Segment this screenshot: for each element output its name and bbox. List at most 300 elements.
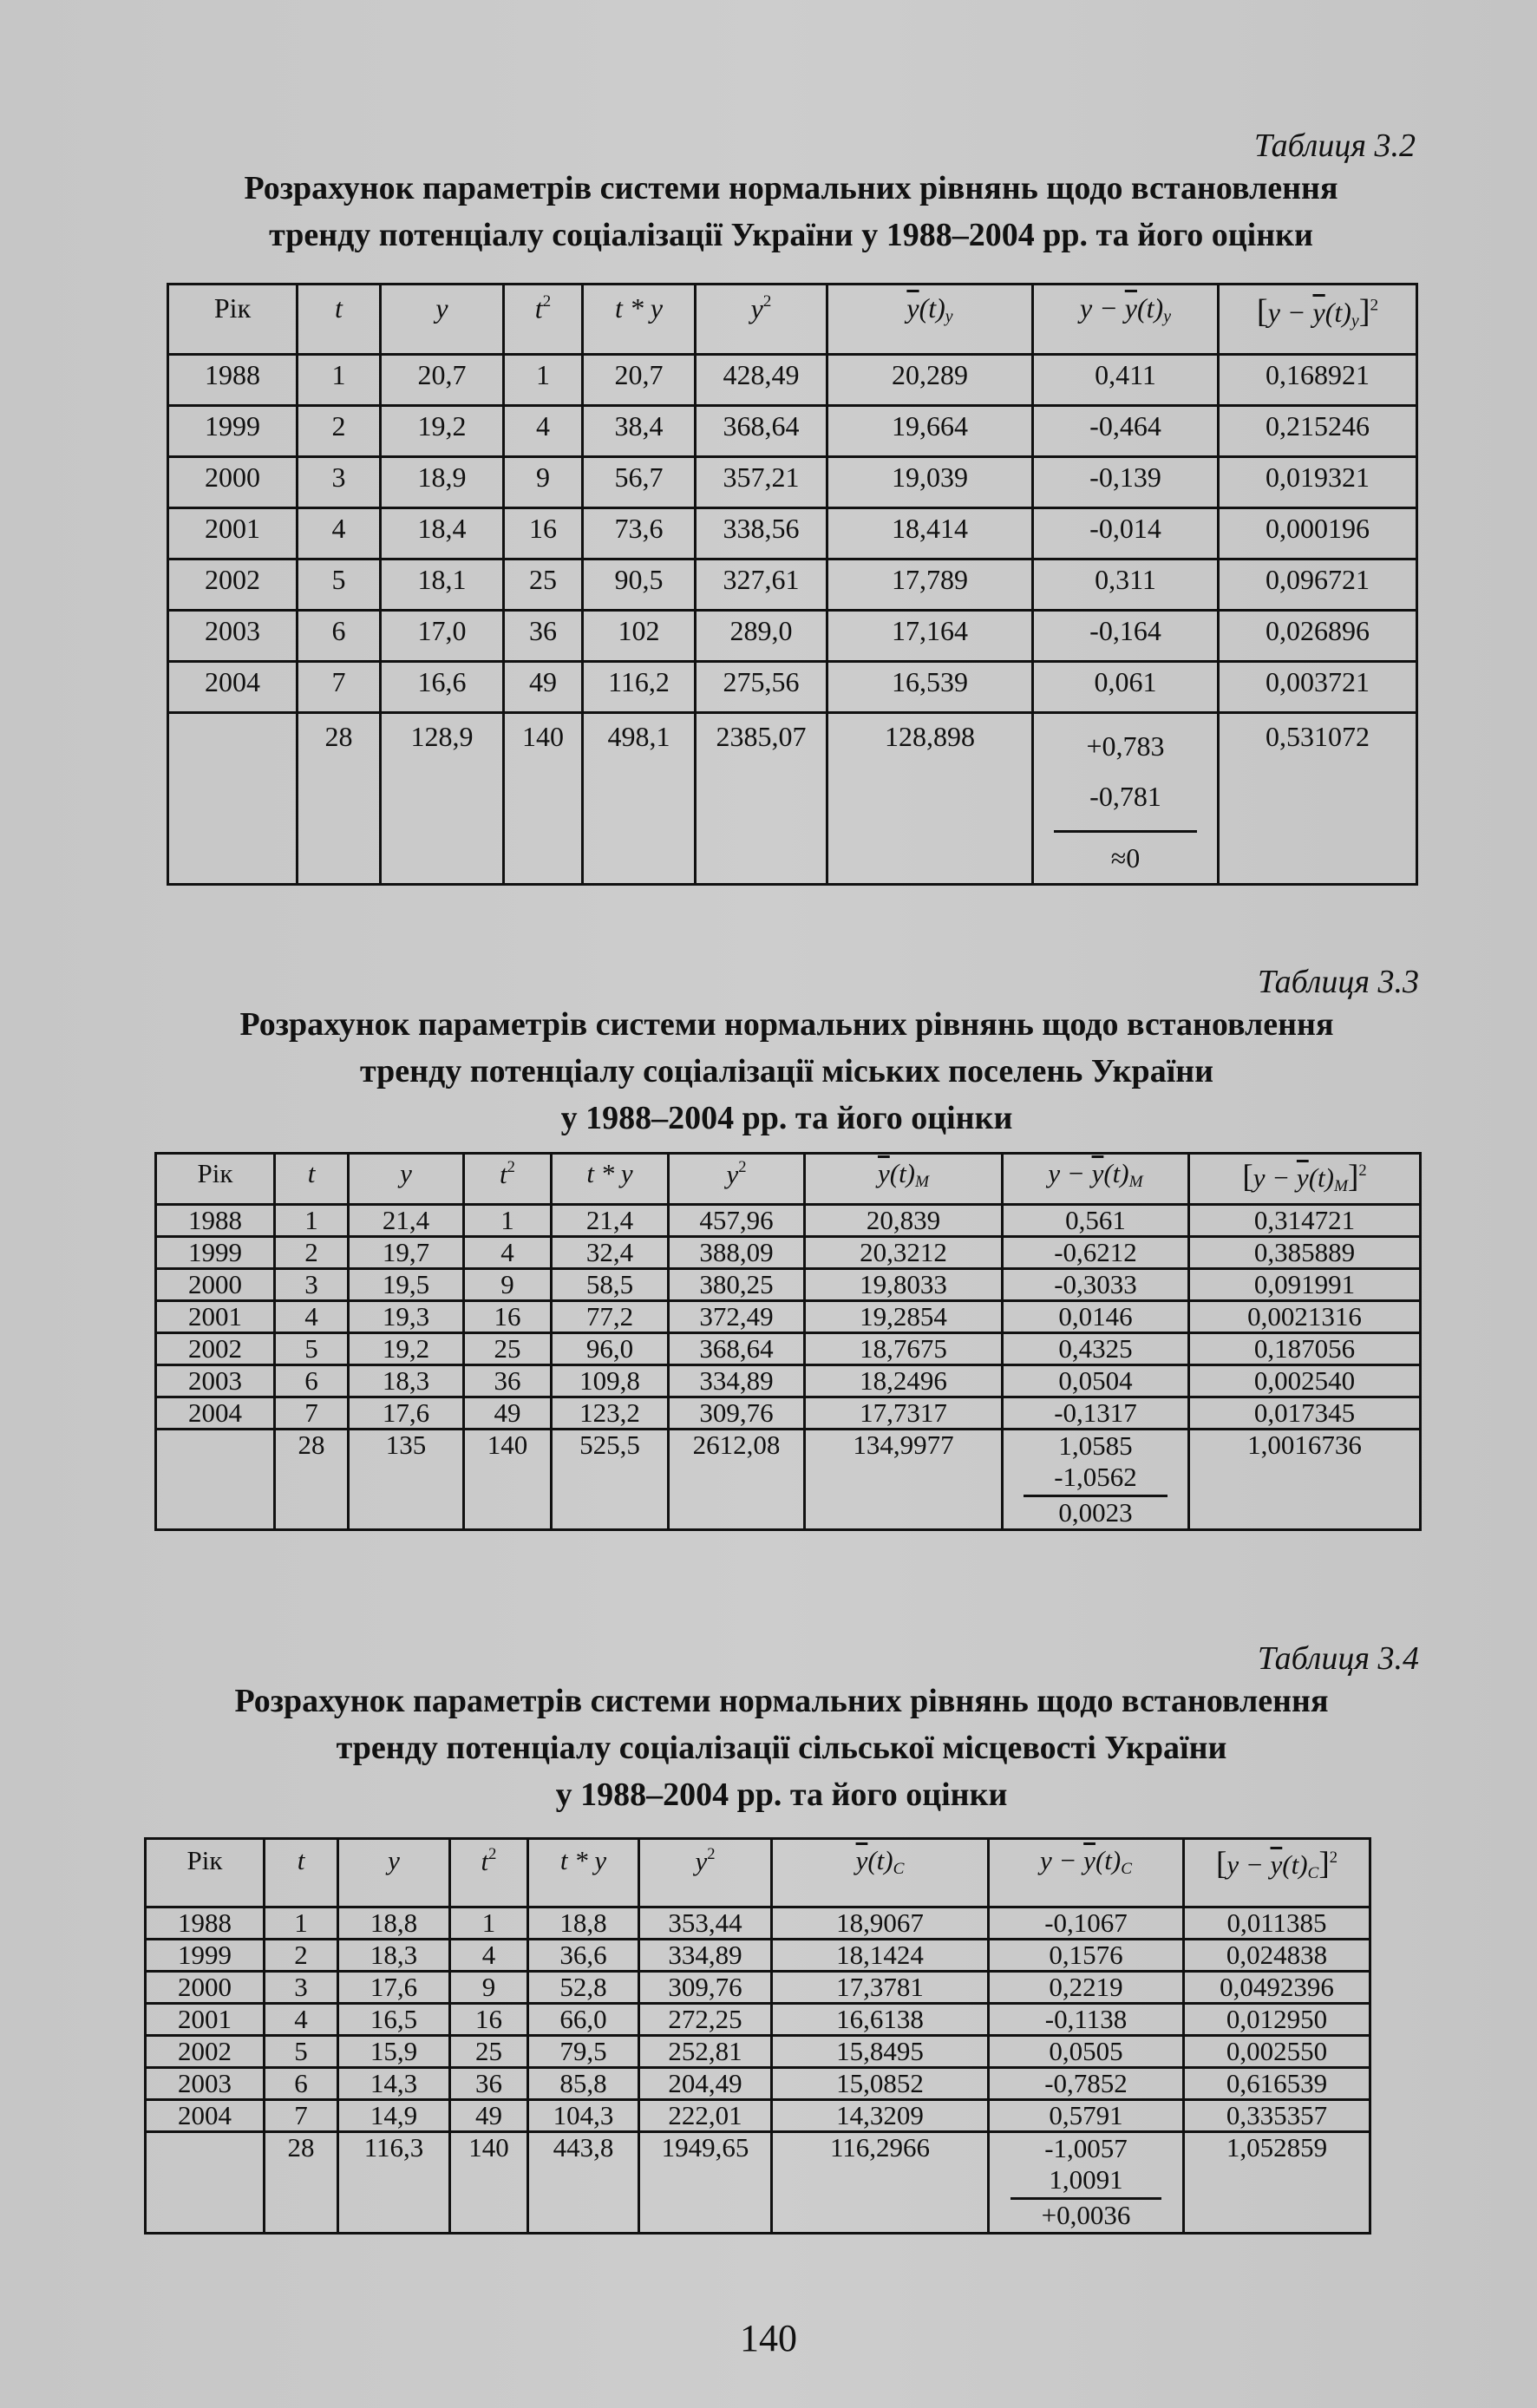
- title-line: Розрахунок параметрів системи нормальних рівнянь щодо встановлення: [234, 1683, 1329, 1719]
- cell-y: 18,8: [338, 1907, 450, 1940]
- title-line: у 1988–2004 рр. та його оцінки: [560, 1100, 1013, 1136]
- cell-sq: 0,0492396: [1184, 1972, 1370, 2004]
- cell-ty: 85,8: [528, 2068, 639, 2100]
- cell-y2: 428,49: [696, 355, 827, 406]
- total-row: [146, 2132, 1370, 2234]
- total-cell-sq: 1,052859: [1184, 2132, 1370, 2234]
- cell-yhat: 14,3209: [772, 2100, 989, 2132]
- cell-sq: 0,314721: [1189, 1205, 1421, 1237]
- table-row: [168, 559, 1417, 611]
- cell-ty: 116,2: [583, 662, 696, 713]
- total-cell-ty: 443,8: [528, 2132, 639, 2234]
- cell-diff: 0,4325: [1003, 1333, 1189, 1365]
- title-line: тренду потенціалу соціалізації сільської місцевості України: [336, 1730, 1227, 1766]
- cell-y: 16,6: [381, 662, 504, 713]
- positive-sum: 1,0585: [1058, 1430, 1133, 1461]
- cell-sq: 0,168921: [1219, 355, 1417, 406]
- cell-y: 19,2: [349, 1333, 464, 1365]
- close-bracket: ]: [1318, 1846, 1330, 1881]
- deviation-sum-stack: [1004, 1430, 1187, 1528]
- table-row: [156, 1397, 1421, 1430]
- cell-y2: 327,61: [696, 559, 827, 611]
- table-row: [156, 1365, 1421, 1397]
- table-3-3: [154, 1152, 1422, 1531]
- col-header-y-squared: [669, 1154, 805, 1205]
- total-cell-t: 28: [265, 2132, 338, 2234]
- cell-year: 1999: [168, 406, 298, 457]
- total-cell-yhat: 134,9977: [805, 1430, 1003, 1530]
- cell-y2: 457,96: [669, 1205, 805, 1237]
- table-3-4-heading: [144, 1639, 1419, 1818]
- y-bar-symbol: $\overline{y}$: [1270, 1849, 1283, 1880]
- cell-year: 2004: [168, 662, 298, 713]
- table-row: [156, 1269, 1421, 1301]
- cell-sq: 0,091991: [1189, 1269, 1421, 1301]
- cell-yhat: 17,3781: [772, 1972, 989, 2004]
- cell-t: 1: [275, 1205, 349, 1237]
- cell-y2: 338,56: [696, 508, 827, 559]
- col-header-squared-deviation: [1189, 1154, 1421, 1205]
- t-symbol: t: [534, 292, 543, 324]
- cell-t: 4: [275, 1301, 349, 1333]
- cell-sq: 0,215246: [1219, 406, 1417, 457]
- cell-diff: 0,311: [1033, 559, 1219, 611]
- y-minus: y −: [1039, 1845, 1084, 1875]
- cell-t: 6: [265, 2068, 338, 2100]
- cell-year: 2001: [146, 2004, 265, 2036]
- cell-y: 17,0: [381, 611, 504, 662]
- cell-t: 3: [298, 457, 381, 508]
- cell-diff: -0,1138: [989, 2004, 1184, 2036]
- table-number: Таблиця 3.3: [1257, 964, 1419, 1000]
- cell-y2: 309,76: [639, 1972, 772, 2004]
- open-bracket: [: [1242, 1159, 1253, 1194]
- cell-year: 1999: [156, 1237, 275, 1269]
- col-header-trend-value: [827, 285, 1033, 355]
- table-3-2: [167, 283, 1418, 886]
- cell-t2: 49: [504, 662, 583, 713]
- cell-year: 2000: [156, 1269, 275, 1301]
- cell-yhat: 16,539: [827, 662, 1033, 713]
- title-line: тренду потенціалу соціалізації міських поселень України: [359, 1053, 1214, 1089]
- cell-diff: -0,014: [1033, 508, 1219, 559]
- net-sum: 0,0023: [1058, 1497, 1133, 1528]
- cell-ty: 79,5: [528, 2036, 639, 2068]
- cell-y: 16,5: [338, 2004, 450, 2036]
- col-header-y-squared: [696, 285, 827, 355]
- table-row: [146, 1907, 1370, 1940]
- cell-ty: 77,2: [552, 1301, 669, 1333]
- y-symbol: y: [750, 292, 763, 324]
- col-header-trend-value: [772, 1839, 989, 1907]
- cell-t2: 4: [464, 1237, 552, 1269]
- exponent: 2: [507, 1158, 515, 1176]
- y-minus: y −: [1048, 1158, 1092, 1188]
- cell-sq: 0,335357: [1184, 2100, 1370, 2132]
- cell-t2: 36: [504, 611, 583, 662]
- cell-diff: -0,1067: [989, 1907, 1184, 1940]
- t-arg: (t): [1324, 297, 1351, 328]
- cell-diff: -0,6212: [1003, 1237, 1189, 1269]
- table-row: [146, 2100, 1370, 2132]
- table-3-4: [144, 1837, 1371, 2235]
- t-arg: (t): [1095, 1845, 1122, 1875]
- cell-year: 1988: [168, 355, 298, 406]
- y-bar-symbol: $\overline{y}$: [906, 292, 919, 324]
- total-cell-yhat: 116,2966: [772, 2132, 989, 2234]
- total-cell-t2: 140: [450, 2132, 528, 2234]
- cell-diff: 0,5791: [989, 2100, 1184, 2132]
- cell-t2: 9: [450, 1972, 528, 2004]
- total-row: [156, 1430, 1421, 1530]
- exponent: 2: [1329, 1848, 1338, 1867]
- cell-y: 19,5: [349, 1269, 464, 1301]
- cell-t2: 25: [464, 1333, 552, 1365]
- col-header-year: Рік: [146, 1839, 265, 1907]
- exponent: 2: [1358, 1161, 1367, 1180]
- cell-t2: 16: [464, 1301, 552, 1333]
- cell-year: 1988: [156, 1205, 275, 1237]
- cell-yhat: 19,664: [827, 406, 1033, 457]
- col-header-year: Рік: [156, 1154, 275, 1205]
- cell-y2: 272,25: [639, 2004, 772, 2036]
- t-symbol: t: [481, 1846, 489, 1877]
- cell-yhat: 20,289: [827, 355, 1033, 406]
- cell-diff: 0,0505: [989, 2036, 1184, 2068]
- cell-sq: 0,019321: [1219, 457, 1417, 508]
- cell-t2: 49: [464, 1397, 552, 1430]
- cell-yhat: 20,839: [805, 1205, 1003, 1237]
- total-cell-t2: 140: [504, 713, 583, 885]
- total-cell-y2: 2612,08: [669, 1430, 805, 1530]
- cell-sq: 0,011385: [1184, 1907, 1370, 1940]
- cell-y2: 252,81: [639, 2036, 772, 2068]
- cell-yhat: 15,8495: [772, 2036, 989, 2068]
- cell-yhat: 19,2854: [805, 1301, 1003, 1333]
- cell-y2: 388,09: [669, 1237, 805, 1269]
- table-row: [168, 406, 1417, 457]
- cell-sq: 0,017345: [1189, 1397, 1421, 1430]
- exponent: 2: [707, 1845, 716, 1863]
- cell-year: 2003: [146, 2068, 265, 2100]
- exponent: 2: [762, 292, 772, 311]
- cell-t2: 4: [504, 406, 583, 457]
- cell-t: 1: [265, 1907, 338, 1940]
- cell-diff: -0,139: [1033, 457, 1219, 508]
- y-bar-symbol: $\overline{y}$: [1091, 1158, 1104, 1188]
- col-header-t: t: [275, 1154, 349, 1205]
- total-cell-t: 28: [275, 1430, 349, 1530]
- cell-t2: 25: [450, 2036, 528, 2068]
- subscript: M: [915, 1172, 930, 1191]
- cell-yhat: 18,2496: [805, 1365, 1003, 1397]
- table-row: [156, 1333, 1421, 1365]
- cell-t2: 1: [504, 355, 583, 406]
- cell-y: 18,3: [338, 1940, 450, 1972]
- cell-y: 15,9: [338, 2036, 450, 2068]
- cell-ty: 56,7: [583, 457, 696, 508]
- cell-sq: 0,000196: [1219, 508, 1417, 559]
- cell-sq: 0,002540: [1189, 1365, 1421, 1397]
- col-header-y: y: [381, 285, 504, 355]
- cell-y2: 222,01: [639, 2100, 772, 2132]
- cell-diff: 0,0504: [1003, 1365, 1189, 1397]
- exponent: 2: [488, 1845, 497, 1863]
- cell-y2: 380,25: [669, 1269, 805, 1301]
- col-header-y: y: [349, 1154, 464, 1205]
- cell-t: 4: [265, 2004, 338, 2036]
- open-bracket: [: [1215, 1846, 1227, 1881]
- cell-diff: 0,561: [1003, 1205, 1189, 1237]
- y-minus: y −: [1267, 297, 1313, 328]
- cell-year: 2002: [156, 1333, 275, 1365]
- table-row: [168, 508, 1417, 559]
- cell-y: 18,9: [381, 457, 504, 508]
- cell-t2: 16: [450, 2004, 528, 2036]
- col-header-deviation: [989, 1839, 1184, 1907]
- exponent: 2: [738, 1158, 747, 1176]
- y-minus: y −: [1079, 292, 1125, 324]
- total-cell-t2: 140: [464, 1430, 552, 1530]
- table-row: [168, 611, 1417, 662]
- exponent: 2: [1370, 296, 1379, 315]
- exponent: 2: [542, 292, 552, 311]
- y-minus: y −: [1252, 1162, 1297, 1193]
- cell-diff: -0,7852: [989, 2068, 1184, 2100]
- cell-sq: 0,002550: [1184, 2036, 1370, 2068]
- cell-t: 6: [298, 611, 381, 662]
- subscript: C: [1121, 1859, 1133, 1878]
- cell-t2: 25: [504, 559, 583, 611]
- cell-y2: 353,44: [639, 1907, 772, 1940]
- col-header-t: t: [298, 285, 381, 355]
- table-title: [154, 1001, 1419, 1142]
- total-row: [168, 713, 1417, 885]
- cell-y2: 289,0: [696, 611, 827, 662]
- cell-sq: 0,385889: [1189, 1237, 1421, 1269]
- t-arg: (t): [889, 1158, 916, 1188]
- cell-yhat: 17,7317: [805, 1397, 1003, 1430]
- cell-yhat: 18,9067: [772, 1907, 989, 1940]
- table-row: [146, 1940, 1370, 1972]
- cell-sq: 0,024838: [1184, 1940, 1370, 1972]
- subscript: y: [1163, 306, 1171, 326]
- positive-sum: +0,783: [1086, 730, 1165, 762]
- cell-y2: 372,49: [669, 1301, 805, 1333]
- cell-ty: 73,6: [583, 508, 696, 559]
- header-row: [156, 1154, 1421, 1205]
- cell-year: 2002: [168, 559, 298, 611]
- total-cell-ty: 498,1: [583, 713, 696, 885]
- cell-sq: 0,0021316: [1189, 1301, 1421, 1333]
- col-header-squared-deviation: [1219, 285, 1417, 355]
- cell-y: 14,3: [338, 2068, 450, 2100]
- cell-sq: 0,012950: [1184, 2004, 1370, 2036]
- cell-diff: 0,1576: [989, 1940, 1184, 1972]
- cell-y2: 275,56: [696, 662, 827, 713]
- cell-ty: 90,5: [583, 559, 696, 611]
- total-cell-ty: 525,5: [552, 1430, 669, 1530]
- cell-t2: 4: [450, 1940, 528, 1972]
- title-line: у 1988–2004 рр. та його оцінки: [555, 1777, 1008, 1813]
- cell-t: 6: [275, 1365, 349, 1397]
- table-row: [146, 2068, 1370, 2100]
- table-row: [146, 2004, 1370, 2036]
- cell-t2: 9: [464, 1269, 552, 1301]
- cell-y2: 334,89: [669, 1365, 805, 1397]
- cell-y: 19,2: [381, 406, 504, 457]
- subscript: C: [893, 1859, 905, 1878]
- cell-t2: 1: [450, 1907, 528, 1940]
- cell-ty: 36,6: [528, 1940, 639, 1972]
- cell-y: 18,1: [381, 559, 504, 611]
- total-cell-y: 128,9: [381, 713, 504, 885]
- cell-t2: 49: [450, 2100, 528, 2132]
- y-symbol: y: [726, 1159, 739, 1190]
- table-number: Таблиця 3.2: [1253, 128, 1416, 164]
- table-number: Таблиця 3.4: [1257, 1640, 1419, 1677]
- cell-y2: 334,89: [639, 1940, 772, 1972]
- cell-ty: 104,3: [528, 2100, 639, 2132]
- cell-yhat: 19,8033: [805, 1269, 1003, 1301]
- cell-ty: 38,4: [583, 406, 696, 457]
- cell-y2: 368,64: [669, 1333, 805, 1365]
- cell-t2: 16: [504, 508, 583, 559]
- subscript: C: [1307, 1863, 1319, 1882]
- table-row: [156, 1205, 1421, 1237]
- cell-sq: 0,616539: [1184, 2068, 1370, 2100]
- table-row: [156, 1301, 1421, 1333]
- col-header-t: t: [265, 1839, 338, 1907]
- total-cell-t: 28: [298, 713, 381, 885]
- cell-ty: 66,0: [528, 2004, 639, 2036]
- t-arg: (t): [1282, 1849, 1308, 1880]
- table-row: [156, 1237, 1421, 1269]
- close-bracket: ]: [1347, 1159, 1359, 1194]
- cell-ty: 123,2: [552, 1397, 669, 1430]
- col-header-t-squared: [504, 285, 583, 355]
- cell-year: 2001: [156, 1301, 275, 1333]
- table-title: [144, 1678, 1419, 1818]
- cell-y: 17,6: [338, 1972, 450, 2004]
- t-arg: (t): [919, 292, 945, 324]
- header-row: [146, 1839, 1370, 1907]
- cell-year: 2003: [156, 1365, 275, 1397]
- cell-y: 18,3: [349, 1365, 464, 1397]
- total-cell-diff: [1003, 1430, 1189, 1530]
- cell-yhat: 18,7675: [805, 1333, 1003, 1365]
- cell-year: 2001: [168, 508, 298, 559]
- col-header-squared-deviation: [1184, 1839, 1370, 1907]
- cell-year: 2000: [146, 1972, 265, 2004]
- close-bracket: ]: [1358, 293, 1370, 330]
- table-row: [146, 2036, 1370, 2068]
- table-row: [168, 457, 1417, 508]
- cell-ty: 18,8: [528, 1907, 639, 1940]
- cell-year: 2003: [168, 611, 298, 662]
- subscript: M: [1128, 1172, 1143, 1191]
- col-header-t-times-y: t * y: [552, 1154, 669, 1205]
- cell-year: 2004: [146, 2100, 265, 2132]
- y-bar-symbol: $\overline{y}$: [1296, 1162, 1309, 1193]
- col-header-t-times-y: t * y: [528, 1839, 639, 1907]
- cell-t: 3: [275, 1269, 349, 1301]
- y-bar-symbol: $\overline{y}$: [1083, 1845, 1096, 1875]
- y-symbol: y: [695, 1846, 708, 1877]
- cell-yhat: 18,1424: [772, 1940, 989, 1972]
- cell-y: 20,7: [381, 355, 504, 406]
- subscript: y: [1351, 311, 1359, 330]
- open-bracket: [: [1256, 293, 1268, 330]
- cell-t: 1: [298, 355, 381, 406]
- cell-t2: 9: [504, 457, 583, 508]
- cell-diff: -0,464: [1033, 406, 1219, 457]
- y-bar-symbol: $\overline{y}$: [855, 1845, 868, 1875]
- cell-ty: 58,5: [552, 1269, 669, 1301]
- cell-year: 2004: [156, 1397, 275, 1430]
- cell-y: 19,7: [349, 1237, 464, 1269]
- cell-year: 2000: [168, 457, 298, 508]
- subscript: y: [945, 306, 953, 326]
- total-cell-yhat: 128,898: [827, 713, 1033, 885]
- cell-yhat: 15,0852: [772, 2068, 989, 2100]
- cell-t2: 36: [450, 2068, 528, 2100]
- cell-ty: 102: [583, 611, 696, 662]
- col-header-deviation: [1003, 1154, 1189, 1205]
- table-row: [146, 1972, 1370, 2004]
- title-line: Розрахунок параметрів системи нормальних рівнянь щодо встановлення: [239, 1006, 1334, 1043]
- total-cell-year: [156, 1430, 275, 1530]
- cell-diff: 0,2219: [989, 1972, 1184, 2004]
- cell-y: 19,3: [349, 1301, 464, 1333]
- cell-diff: 0,0146: [1003, 1301, 1189, 1333]
- cell-t: 5: [265, 2036, 338, 2068]
- col-header-t-squared: [464, 1154, 552, 1205]
- negative-sum: -0,781: [1089, 781, 1161, 812]
- cell-yhat: 16,6138: [772, 2004, 989, 2036]
- cell-year: 2002: [146, 2036, 265, 2068]
- negative-sum: -1,0562: [1054, 1462, 1137, 1492]
- col-header-y: y: [338, 1839, 450, 1907]
- table-row: [168, 662, 1417, 713]
- cell-y2: 204,49: [639, 2068, 772, 2100]
- total-cell-diff: [989, 2132, 1184, 2234]
- cell-t: 5: [275, 1333, 349, 1365]
- t-arg: (t): [1136, 292, 1164, 324]
- cell-ty: 96,0: [552, 1333, 669, 1365]
- net-sum: ≈0: [1110, 842, 1141, 874]
- cell-t: 2: [265, 1940, 338, 1972]
- deviation-sum-stack: [1034, 721, 1217, 883]
- cell-t: 7: [298, 662, 381, 713]
- title-line: тренду потенціалу соціалізації України у 1988–2004 рр. та його оцінки: [269, 217, 1313, 253]
- table-3-3-heading: [154, 963, 1419, 1142]
- cell-year: 1988: [146, 1907, 265, 1940]
- total-cell-y: 116,3: [338, 2132, 450, 2234]
- cell-t: 3: [265, 1972, 338, 2004]
- cell-diff: -0,164: [1033, 611, 1219, 662]
- t-arg: (t): [1308, 1162, 1334, 1193]
- cell-sq: 0,096721: [1219, 559, 1417, 611]
- cell-ty: 109,8: [552, 1365, 669, 1397]
- col-header-deviation: [1033, 285, 1219, 355]
- cell-diff: -0,1317: [1003, 1397, 1189, 1430]
- col-header-t-squared: [450, 1839, 528, 1907]
- cell-sq: 0,187056: [1189, 1333, 1421, 1365]
- table-title: [167, 165, 1416, 258]
- t-arg: (t): [867, 1845, 893, 1875]
- page-number: 140: [740, 2317, 797, 2359]
